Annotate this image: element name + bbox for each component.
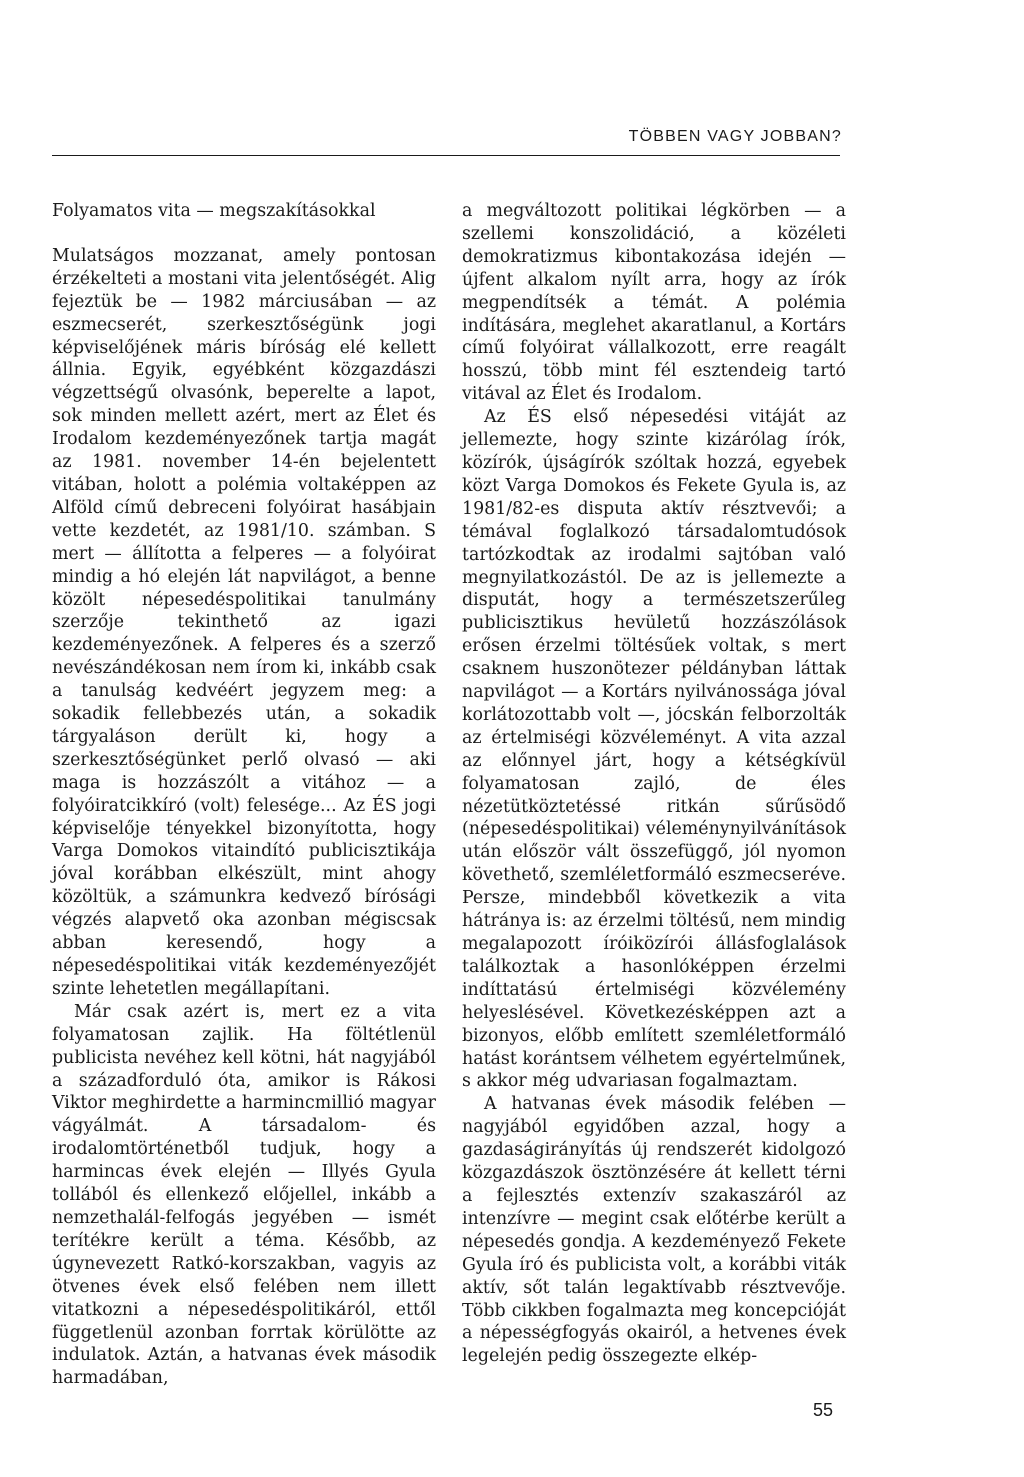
right-column [462, 200, 846, 1368]
paragraph-left-1: Mulatságos mozzanat, amely pontosan érzékelteti a mostani vita jelentőségét. Alig fejeztük be — 1982 márciusában — az eszmecserét, szerkesztőségünk jogi képviselőjének máris bíróság elé kellett állnia. Egyik, egyébként közgazdászi végzettségű olvasónk, beperelte a lapot, sok minden mellett azért, mert az Élet és Irodalom kezdeményezőnek tartja magát az 1981. november 14-én bejelentett vitában, holott a polémia voltaképpen az Alföld című debreceni folyóirat hasábjain vette kezdetét, az 1981/10. számban. S mert — állította a felperes — a folyóirat mindig a hó elején lát napvilágot, a benne közölt népesedéspolitikai tanulmány szerzője tekinthető az igazi kezdeményezőnek. A felperes és a szerző nevészándékosan nem írom ki, inkább csak a tanulság kedvéért jegyzem meg: a sokadik fellebbezés után, a sokadik tárgyaláson derült ki, hogy a szerkesztőségünket perlő olvasó — aki maga is hozzászólt a vitához — a folyóiratcikkíró (volt) felesége... Az ÉS jogi képviselője tényekkel bizonyította, hogy Varga Domokos vitaindító publicisztikája jóval korábban elkészült, mint ahogy közöltük, a számunkra kedvező bírósági végzés alapvető oka azonban mégiscsak abban keresendő, hogy a népesedéspolitikai viták kezdeményezőjét szinte lehetetlen megállapítani. [52, 245, 436, 999]
paragraph-right-1: a megváltozott politikai légkörben — a szellemi konszolidáció, a közéleti demokratizmus kibontakozása idején — újfent alkalom nyílt arra, hogy az írók megpendítsék a témát. A polémia indítására, meglehet akaratlanul, a Kortárs című folyóirat vállalkozott, erre reagált hosszú, több mint fél esztendeig tartó vitával az Élet és Irodalom. [462, 201, 846, 405]
paragraph-left-2: Már csak azért is, mert ez a vita folyamatosan zajlik. Ha föltétlenül publicista nevéhez kell kötni, hát nagyjából a századforduló óta, amikor is Rákosi Viktor meghirdette a harmincmillió magyar vágyálmát. A társadalom- és irodalomtörténetből tudjuk, hogy a harmincas évek elején — Illyés Gyula tollából és ellenkező előjellel, inkább a nemzethalál-felfogás jegyében — ismét terítékre került a téma. Később, az úgynevezett Ratkó-korszakban, vagyis az ötvenes évek első felében nem illett vitatkozni a népesedéspolitikáról, ettől függetlenül azonban forrtak körülötte az indulatok. Aztán, a hatvanas évek második harmadában, [52, 1001, 436, 1389]
left-column [52, 200, 436, 1390]
running-head: TÖBBEN VAGY JOBBAN? [628, 128, 842, 145]
paragraph-right-2: Az ÉS első népesedési vitáját az jellemezte, hogy szinte kizárólag írók, közírók, újságírók szóltak hozzá, egyebek közt Varga Domokos és Fekete Gyula is, az 1981/82-es disputa aktív résztvevői; a témával foglalkozó társadalomtudósok tartózkodtak az irodalmi sajtóban való megnyilatkozástól. De az is jellemezte a disputát, hogy a természetszerűleg publicisztikus hevületű hozzászólások erősen érzelmi töltésűek voltak, s mert csaknem huszonötezer példányban láttak napvilágot — a Kortárs nyilvánossága jóval korlátozottabb volt —, jócskán felborzolták az értelmiségi közvéleményt. A vita azzal az előnnyel járt, hogy a kétségkívül folyamatosan zajló, de éles nézetütköztetéssé ritkán sűrűsödő (népesedéspolitikai) véleménynyilvánítások után először vált összefüggő, jól nyomon követhető, szemléletformáló eszmecseréve. Persze, mindebből következik a vita hátránya is: az érzelmi töltésű, nem mindig megalapozott íróiközírói állásfoglalások találkoztak a hasonlóképpen érzelmi indíttatású értelmiségi közvélemény helyeslésével. Következésképpen azt a bizonyos, előbb említett szemléletformáló hatást korántsem vélhetem egyértelműnek, s akkor még udvariasan fogalmaztam. [462, 407, 846, 1092]
header-rule [52, 155, 840, 156]
page-number: 55 [813, 1400, 834, 1420]
paragraph-right-3: A hatvanas évek második felében — nagyjából egyidőben azzal, hogy a gazdaságirányítás új rendszerét kidolgozó közgazdászok ösztönzésére át kellett térni a fejlesztés extenzív szakaszáról az intenzívre — megint csak előtérbe került a népesedés gondja. A kezdeményező Fekete Gyula író és publicista volt, a korábbi viták aktív, sőt talán legaktívabb résztvevője. Több cikkben fogalmazta meg koncepcióját a népességfogyás okairól, a hetvenes évek legelején pedig összegezte elkép- [462, 1094, 846, 1367]
section-title: Folyamatos vita — megszakításokkal [52, 201, 376, 221]
